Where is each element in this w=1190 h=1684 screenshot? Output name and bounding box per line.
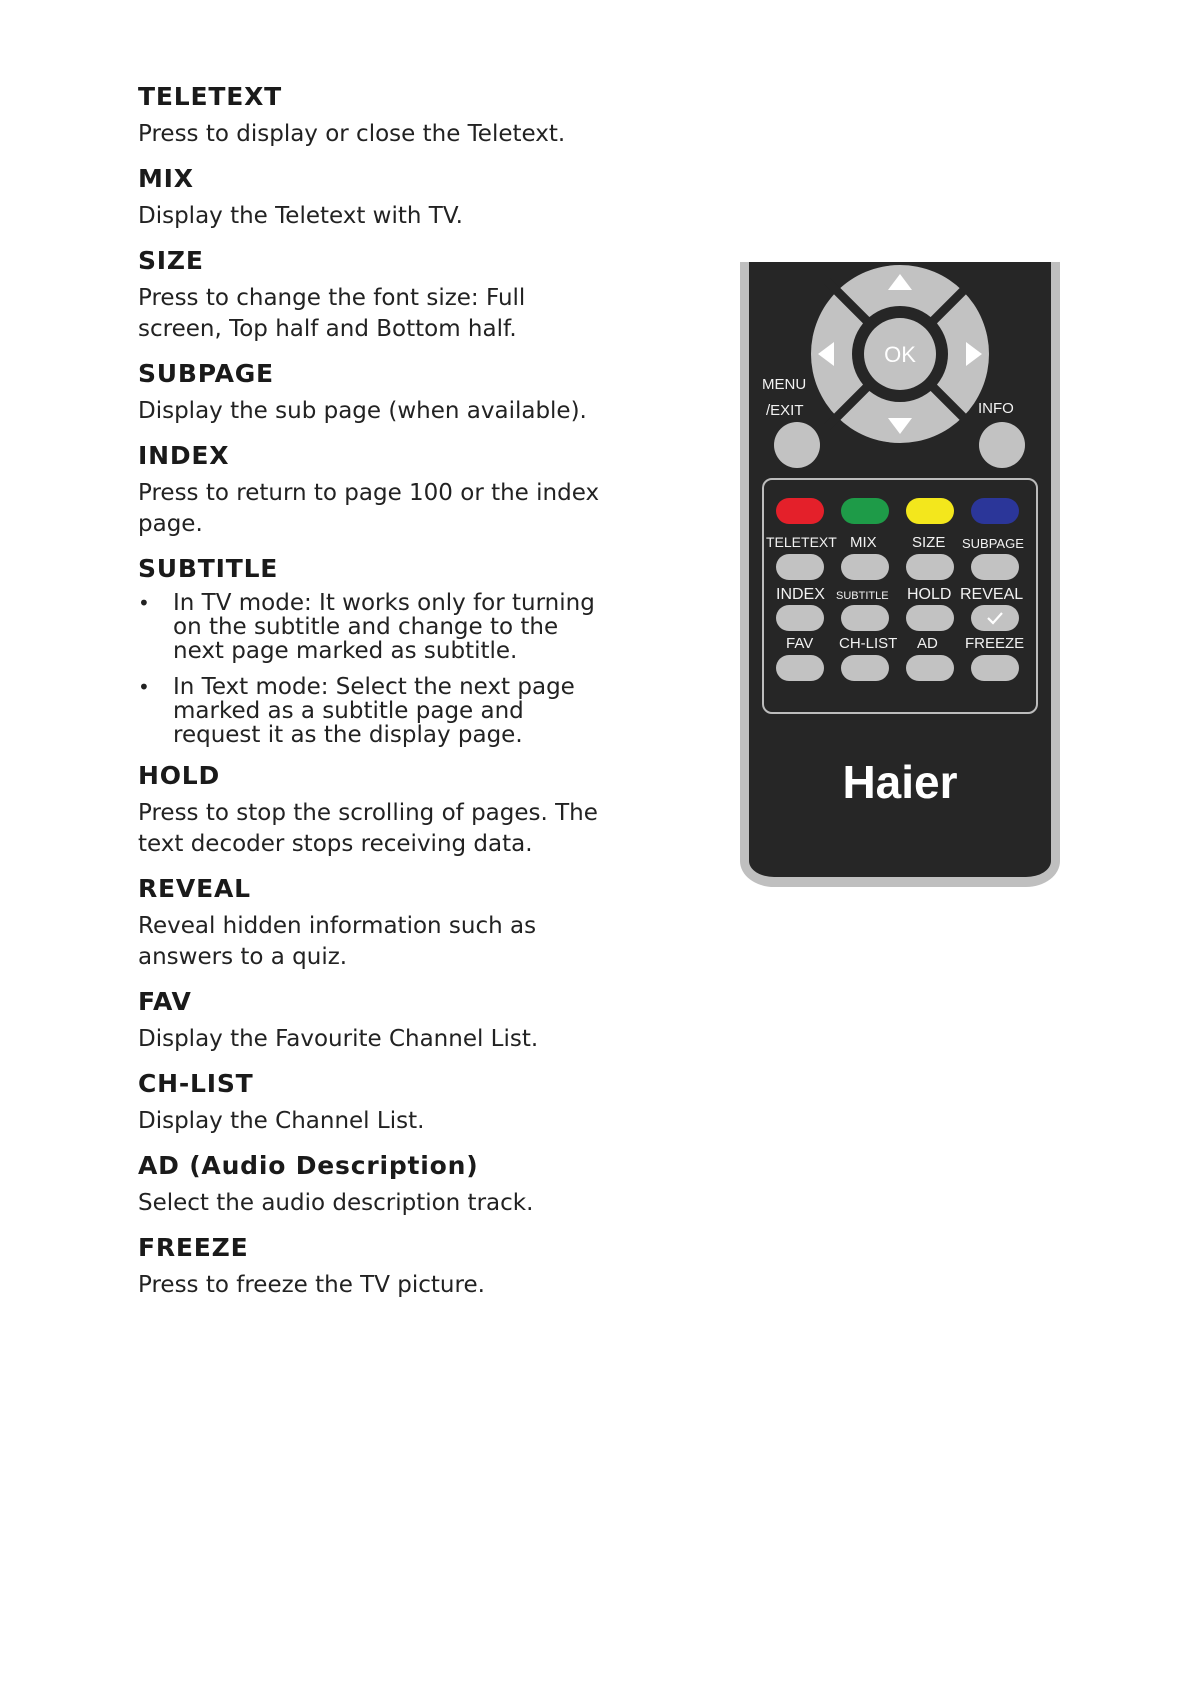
section-title: CH-LIST <box>138 1069 254 1098</box>
section-teletext <box>138 82 608 150</box>
yellow-key-button[interactable] <box>906 498 954 524</box>
subpage-button[interactable] <box>971 554 1019 580</box>
bullet-item: • In TV mode: It works only for turning on the subtitle and change to the next page marked as subtitle. <box>138 591 608 663</box>
section-title: MIX <box>138 164 194 193</box>
section-body: Press to display or close the Teletext. <box>138 121 566 147</box>
teletext-button[interactable] <box>776 554 824 580</box>
section-size <box>138 246 608 345</box>
fav-button[interactable] <box>776 655 824 681</box>
hold-label: HOLD <box>907 586 952 603</box>
section-subpage <box>138 359 608 427</box>
section-index <box>138 441 608 540</box>
section-fav <box>138 987 608 1055</box>
section-body: Press to return to page 100 or the index page. <box>138 480 600 537</box>
size-label: SIZE <box>912 534 946 551</box>
section-title: INDEX <box>138 441 230 470</box>
section-title: HOLD <box>138 761 221 790</box>
reveal-button[interactable] <box>971 605 1019 631</box>
freeze-button[interactable] <box>971 655 1019 681</box>
reveal-label: REVEAL <box>960 586 1024 603</box>
ch-list-label: CH-LIST <box>839 635 898 652</box>
info-button[interactable] <box>979 422 1025 468</box>
section-body: Reveal hidden information such as answers to a quiz. <box>138 913 537 970</box>
section-freeze <box>138 1233 608 1301</box>
section-body: Display the Teletext with TV. <box>138 203 463 229</box>
brand-logo: Haier <box>842 756 958 808</box>
blue-key-button[interactable] <box>971 498 1019 524</box>
section-mix <box>138 164 608 232</box>
section-title: SUBPAGE <box>138 359 274 388</box>
ok-label: OK <box>884 342 916 367</box>
ad-button[interactable] <box>906 655 954 681</box>
menu-label: MENU <box>762 376 807 393</box>
section-body: Display the Channel List. <box>138 1108 425 1134</box>
index-label: INDEX <box>776 586 825 603</box>
manual-text-column <box>138 82 608 1315</box>
teletext-label: TELETEXT <box>766 534 837 550</box>
ad-label: AD <box>917 635 938 652</box>
section-title: FAV <box>138 987 192 1016</box>
section-body: Press to stop the scrolling of pages. The text decoder stops receiving data. <box>138 800 598 857</box>
section-body: Press to change the font size: Full screen, Top half and Bottom half. <box>138 285 526 342</box>
subpage-label: SUBPAGE <box>962 536 1024 551</box>
fav-label: FAV <box>786 635 814 652</box>
freeze-label: FREEZE <box>965 635 1025 652</box>
mix-label: MIX <box>850 534 877 551</box>
subtitle-label: SUBTITLE <box>836 590 889 602</box>
section-title: SUBTITLE <box>138 554 279 583</box>
section-body: Select the audio description track. <box>138 1190 534 1216</box>
hold-button[interactable] <box>906 605 954 631</box>
info-label: INFO <box>978 400 1014 417</box>
section-title: SIZE <box>138 246 204 275</box>
section-ad <box>138 1151 608 1219</box>
exit-label: /EXIT <box>766 402 804 419</box>
mix-button[interactable] <box>841 554 889 580</box>
section-hold <box>138 761 608 860</box>
section-title: AD (Audio Description) <box>138 1151 479 1180</box>
menu-exit-button[interactable] <box>774 422 820 468</box>
red-key-button[interactable] <box>776 498 824 524</box>
check-icon <box>971 605 1019 631</box>
section-title: TELETEXT <box>138 82 282 111</box>
section-subtitle <box>138 554 608 747</box>
ch-list-button[interactable] <box>841 655 889 681</box>
remote-illustration <box>740 262 1060 887</box>
subtitle-button[interactable] <box>841 605 889 631</box>
green-key-button[interactable] <box>841 498 889 524</box>
section-title: FREEZE <box>138 1233 249 1262</box>
section-ch-list <box>138 1069 608 1137</box>
bullet-list <box>138 591 608 747</box>
size-button[interactable] <box>906 554 954 580</box>
index-button[interactable] <box>776 605 824 631</box>
section-reveal <box>138 874 608 973</box>
section-body: Display the Favourite Channel List. <box>138 1026 539 1052</box>
section-body: Display the sub page (when available). <box>138 398 587 424</box>
section-body: Press to freeze the TV picture. <box>138 1272 485 1298</box>
section-title: REVEAL <box>138 874 251 903</box>
bullet-item: • In Text mode: Select the next page marked as a subtitle page and request it as the display page. <box>138 675 608 747</box>
